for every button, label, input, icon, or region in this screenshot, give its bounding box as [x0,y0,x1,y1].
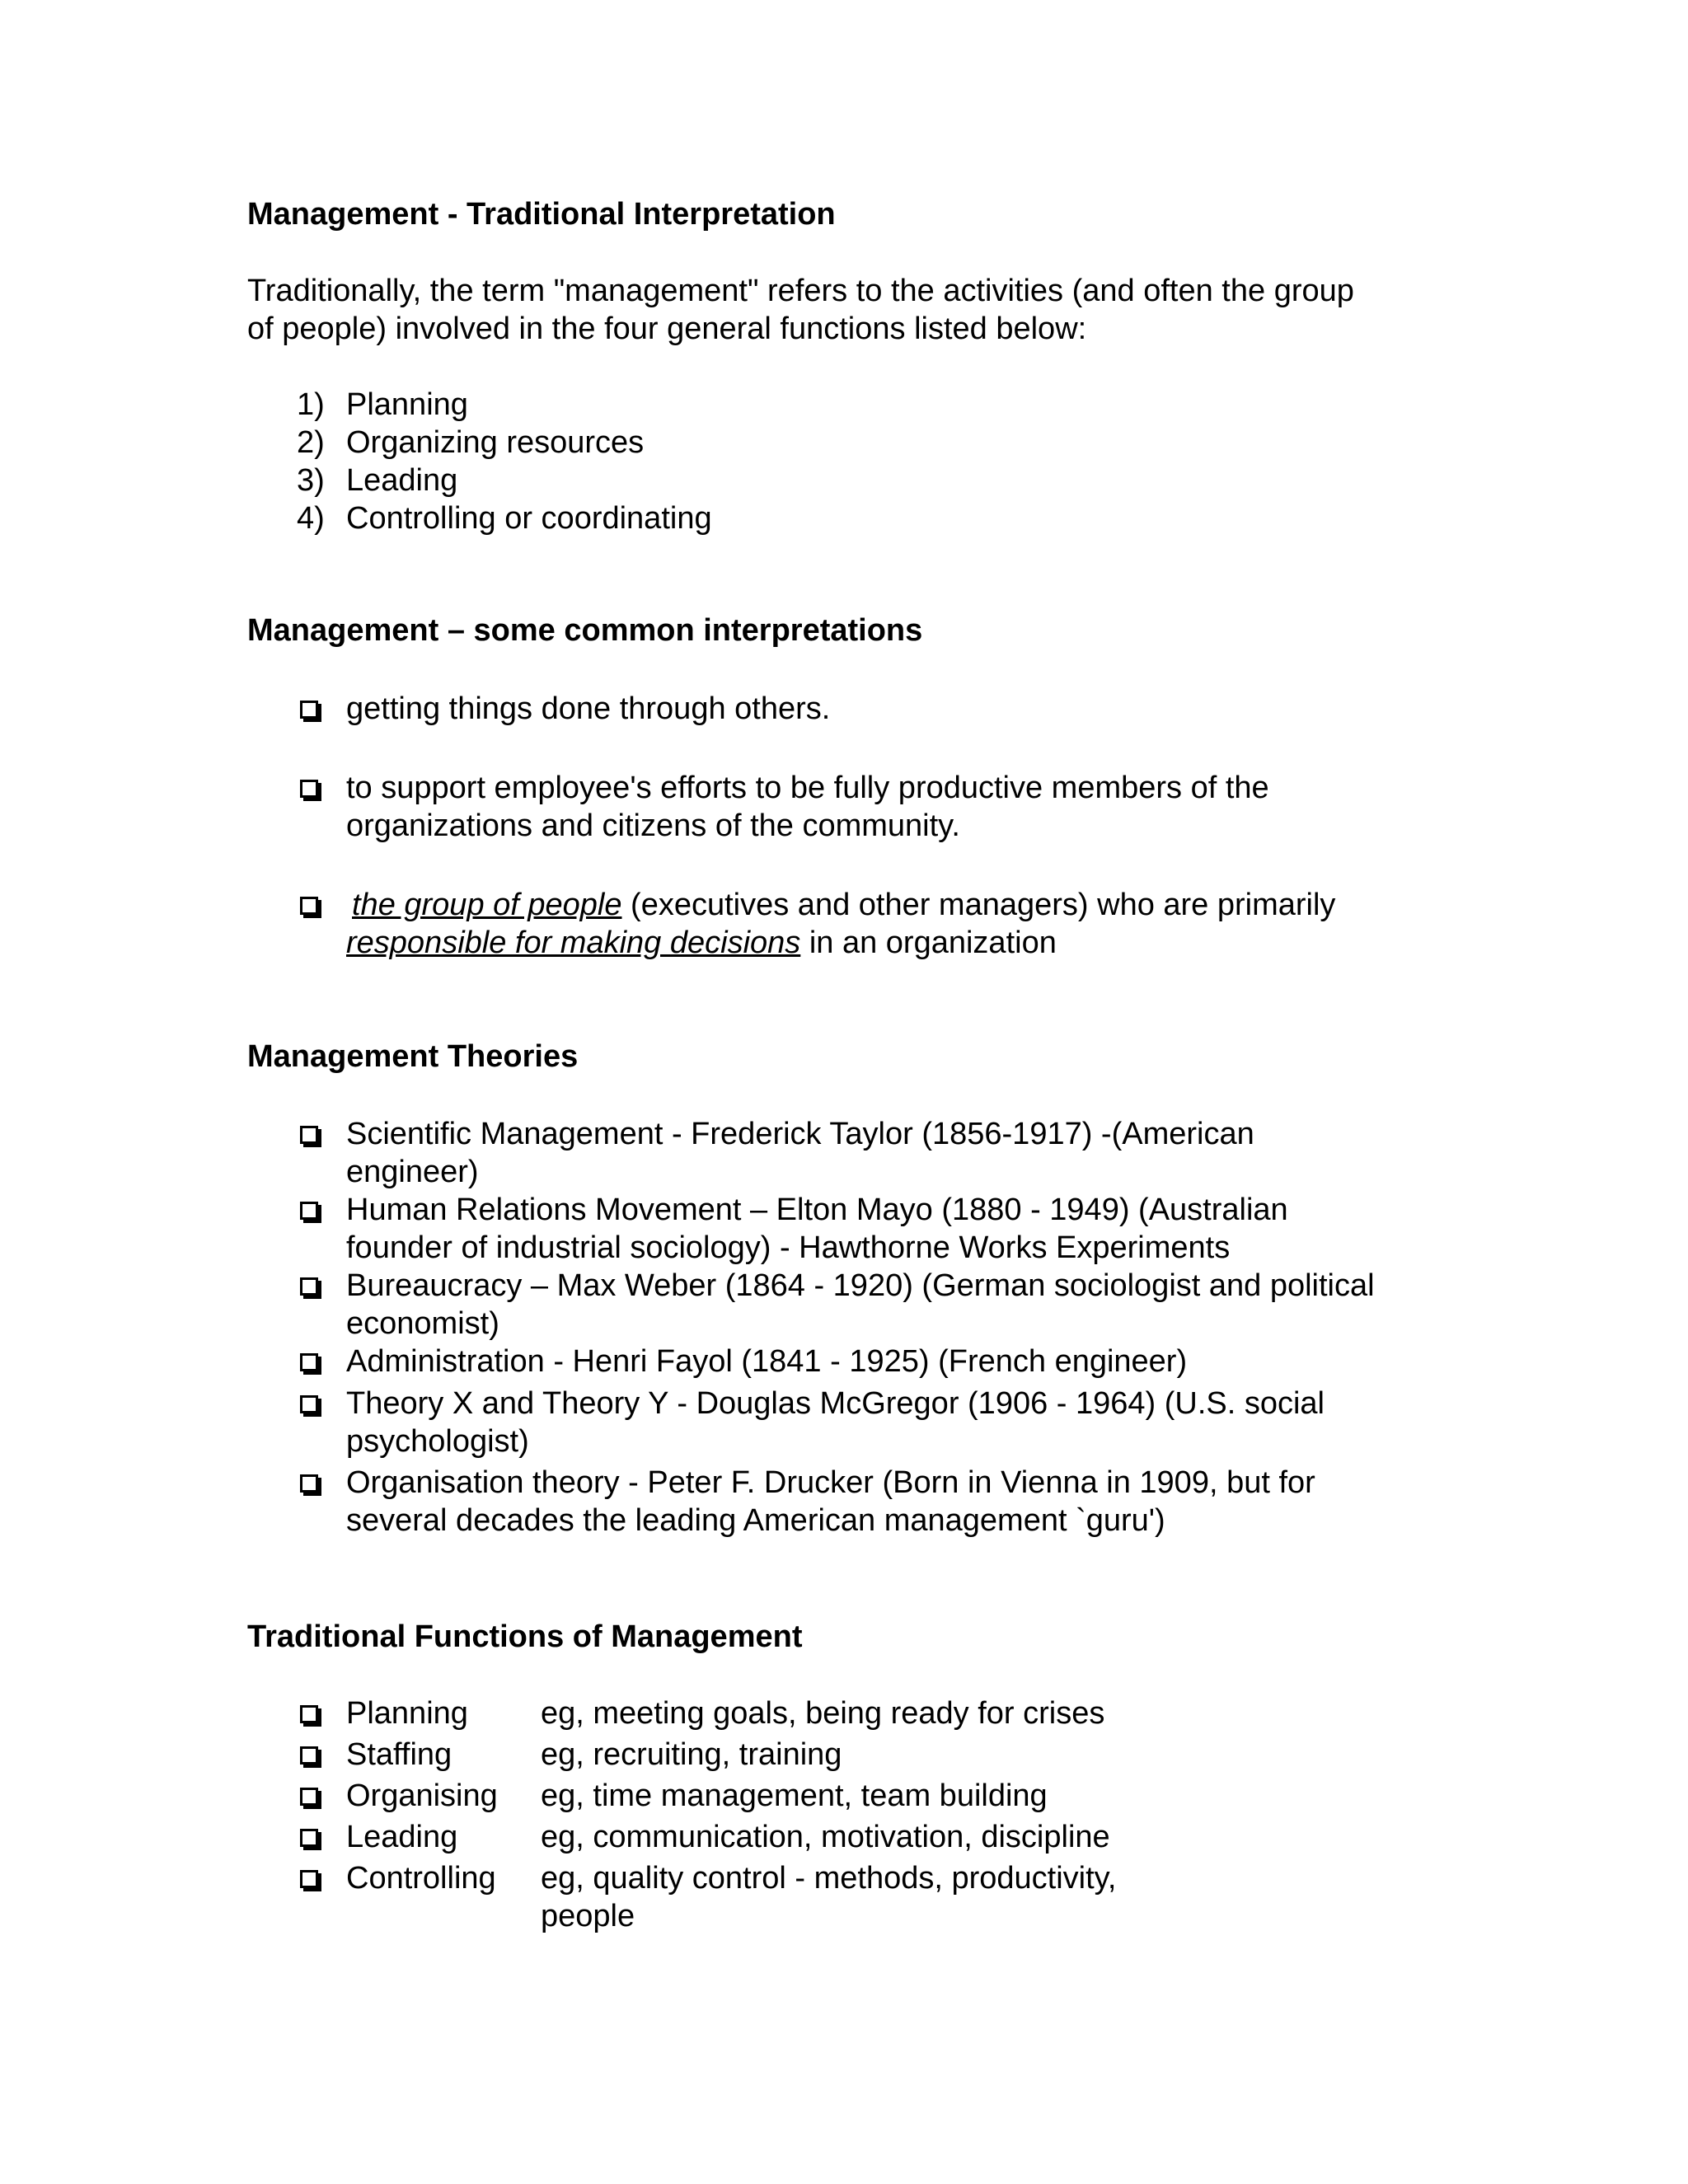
section-heading-functions: Traditional Functions of Management [247,1619,803,1654]
function-term: Planning [346,1696,468,1731]
function-term: Controlling [346,1861,496,1896]
list-item: Human Relations Movement – Elton Mayo (1880 - 1949) (Australian [346,1193,1288,1227]
list-item: Planning [346,387,468,422]
list-number: 2) [297,425,325,460]
list-item: Leading [346,463,458,498]
list-item-continued: several decades the leading American management `guru') [346,1503,1165,1538]
list-item: Administration - Henri Fayol (1841 - 1925) (French engineer) [346,1344,1188,1379]
list-item-continued: engineer) [346,1155,479,1189]
function-term: Leading [346,1820,458,1854]
checkbox-bullet-icon [300,1829,318,1847]
list-item-continued: psychologist) [346,1424,529,1459]
emphasis-responsible: responsible for making decisions [346,926,801,960]
list-number: 3) [297,463,325,498]
list-number: 4) [297,501,325,536]
list-item: getting things done through others. [346,691,831,726]
section-heading-theories: Management Theories [247,1039,579,1074]
function-description: eg, quality control - methods, productivity, [541,1861,1117,1896]
checkbox-bullet-icon [300,1788,318,1806]
section-heading-traditional: Management - Traditional Interpretation [247,197,836,232]
list-item-continued: organizations and citizens of the community. [346,808,960,843]
list-number: 1) [297,387,325,422]
function-description: eg, recruiting, training [541,1737,842,1772]
function-description: eg, communication, motivation, discipline [541,1820,1110,1854]
checkbox-bullet-icon [300,780,318,798]
list-item: Organizing resources [346,425,645,460]
checkbox-bullet-icon [300,1202,318,1220]
list-item-continued: founder of industrial sociology) - Hawthorne Works Experiments [346,1230,1231,1265]
list-item-continued [346,924,1057,962]
checkbox-bullet-icon [300,1395,318,1413]
intro-line-1: Traditionally, the term "management" refers to the activities (and often the group [247,274,1354,308]
checkbox-bullet-icon [300,701,318,719]
list-item: Bureaucracy – Max Weber (1864 - 1920) (German sociologist and political [346,1268,1375,1303]
section-heading-common: Management – some common interpretations [247,613,923,648]
function-term: Organising [346,1779,498,1813]
list-item: Controlling or coordinating [346,501,712,536]
function-description: eg, meeting goals, being ready for crises [541,1696,1105,1731]
checkbox-bullet-icon [300,1353,318,1371]
intro-line-2: of people) involved in the four general functions listed below: [247,312,1087,346]
list-item: Scientific Management - Frederick Taylor (1856-1917) -(American [346,1117,1254,1151]
list-item: Theory X and Theory Y - Douglas McGregor (1906 - 1964) (U.S. social [346,1386,1325,1421]
checkbox-bullet-icon [300,1474,318,1493]
list-item-text: in an organization [800,926,1057,960]
checkbox-bullet-icon [300,1746,318,1765]
list-item-continued: economist) [346,1306,499,1341]
function-description-continued: people [541,1899,635,1933]
list-item [352,886,1335,924]
function-term: Staffing [346,1737,452,1772]
list-item: Organisation theory - Peter F. Drucker (Born in Vienna in 1909, but for [346,1465,1315,1500]
emphasis-group-of-people: the group of people [352,888,622,922]
checkbox-bullet-icon [300,1870,318,1888]
function-description: eg, time management, team building [541,1779,1048,1813]
checkbox-bullet-icon [300,1277,318,1296]
list-item-text: (executives and other managers) who are primarily [621,888,1336,922]
list-item: to support employee's efforts to be fully productive members of the [346,771,1269,805]
checkbox-bullet-icon [300,897,318,915]
checkbox-bullet-icon [300,1705,318,1723]
checkbox-bullet-icon [300,1126,318,1144]
